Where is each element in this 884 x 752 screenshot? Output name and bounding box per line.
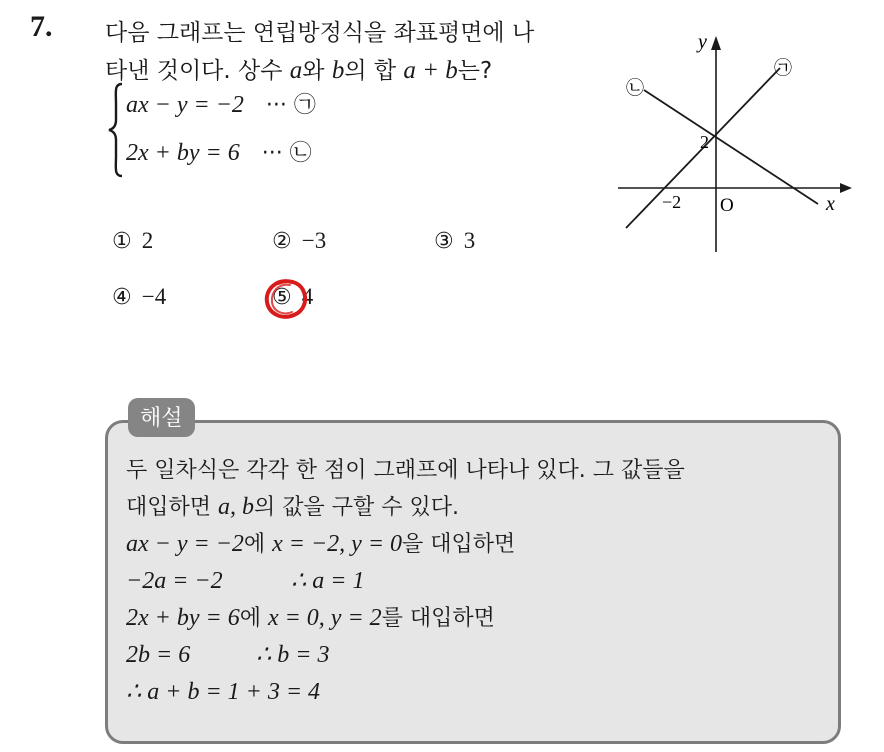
x-intercept-label: −2 bbox=[662, 192, 682, 212]
choice-3-number: ③ bbox=[434, 229, 454, 254]
origin-label: O bbox=[720, 195, 734, 216]
question-line-2-start: 타낸 것이다. 상수 bbox=[105, 58, 290, 84]
solution-step-2-expr: −2a = −2 bbox=[126, 568, 223, 594]
y-intercept-label: 2 bbox=[700, 132, 709, 152]
choice-2-number: ② bbox=[272, 229, 292, 254]
solution-step-1 bbox=[126, 526, 826, 563]
solution-step-2-result: ∴ a = 1 bbox=[291, 568, 365, 594]
solution-step-4 bbox=[126, 637, 826, 674]
solution-step-5: ∴ a + b = 1 + 3 = 4 bbox=[126, 679, 321, 705]
brace-icon bbox=[108, 82, 124, 178]
answer-circle-mark bbox=[262, 276, 310, 322]
choice-4-number: ④ bbox=[112, 285, 132, 310]
solution-intro-1: 두 일차식은 각각 한 점이 그래프에 나타나 있다. 그 값들을 bbox=[126, 458, 685, 483]
choice-5-number: ⑤ bbox=[272, 285, 292, 310]
question-line-2-end: 는? bbox=[457, 58, 493, 84]
solution-step-3-expr: 2x + by = 6 bbox=[126, 605, 240, 631]
equation-1 bbox=[126, 88, 316, 119]
equation-2 bbox=[126, 136, 312, 167]
solution-step-3 bbox=[126, 600, 826, 637]
choice-4[interactable] bbox=[112, 284, 166, 310]
question-text bbox=[105, 14, 605, 90]
solution-step-1-vals: x = −2, y = 0 bbox=[272, 531, 403, 557]
question-line-2-mid: 와 bbox=[302, 58, 332, 84]
solution-intro-2-end: 의 값을 구할 수 있다. bbox=[254, 495, 459, 520]
question-line-2 bbox=[105, 52, 605, 90]
choice-3[interactable] bbox=[434, 228, 475, 254]
var-b: b bbox=[331, 57, 345, 84]
choice-1-value: 2 bbox=[141, 228, 154, 253]
coordinate-graph bbox=[612, 20, 862, 260]
solution-intro-2-start: 대입하면 bbox=[126, 495, 219, 520]
equation-1-expr: ax − y = −2 bbox=[126, 92, 244, 118]
question-line-2-mid2: 의 합 bbox=[344, 58, 404, 84]
line-2-tag: ㉡ bbox=[626, 78, 644, 99]
solution-step-4-expr: 2b = 6 bbox=[126, 642, 191, 668]
equation-2-expr: 2x + by = 6 bbox=[126, 140, 240, 166]
x-axis-arrow-icon bbox=[840, 183, 852, 193]
solution-step-2 bbox=[126, 563, 826, 600]
solution-step-3-vals: x = 0, y = 2 bbox=[267, 605, 382, 631]
solution-text bbox=[126, 452, 826, 711]
solution-intro-2-vars: a, b bbox=[218, 494, 255, 520]
choice-1[interactable] bbox=[112, 228, 153, 254]
solution-step-1-mid: 에 bbox=[243, 532, 273, 557]
choice-4-value: −4 bbox=[141, 284, 167, 309]
solution-step-4-result: ∴ b = 3 bbox=[256, 642, 330, 668]
y-axis-arrow-icon bbox=[711, 36, 721, 50]
question-number: 7. bbox=[30, 10, 53, 43]
choice-2[interactable] bbox=[272, 228, 326, 254]
solution-intro-2 bbox=[126, 489, 826, 526]
var-a: a bbox=[289, 57, 303, 84]
x-axis-label: x bbox=[826, 193, 835, 215]
line-1-tag: ㉠ bbox=[774, 58, 792, 79]
solution-step-1-end: 을 대입하면 bbox=[402, 532, 516, 557]
choice-5-value: 4 bbox=[301, 284, 314, 309]
solution-step-3-end: 를 대입하면 bbox=[381, 606, 495, 631]
sum-expression: a + b bbox=[403, 57, 458, 84]
solution-label: 해설 bbox=[128, 398, 195, 437]
question-line-1: 다음 그래프는 연립방정식을 좌표평면에 나 bbox=[105, 20, 535, 46]
equation-1-tag: ··· ㉠ bbox=[265, 93, 316, 118]
choice-3-value: 3 bbox=[463, 228, 476, 253]
y-axis-label: y bbox=[698, 31, 707, 53]
equation-2-tag: ··· ㉡ bbox=[261, 141, 312, 166]
solution-step-3-mid: 에 bbox=[239, 606, 268, 631]
choice-2-value: −3 bbox=[301, 228, 327, 253]
solution-step-1-expr: ax − y = −2 bbox=[126, 531, 244, 557]
graph-line-2 bbox=[644, 90, 818, 204]
choice-1-number: ① bbox=[112, 229, 132, 254]
